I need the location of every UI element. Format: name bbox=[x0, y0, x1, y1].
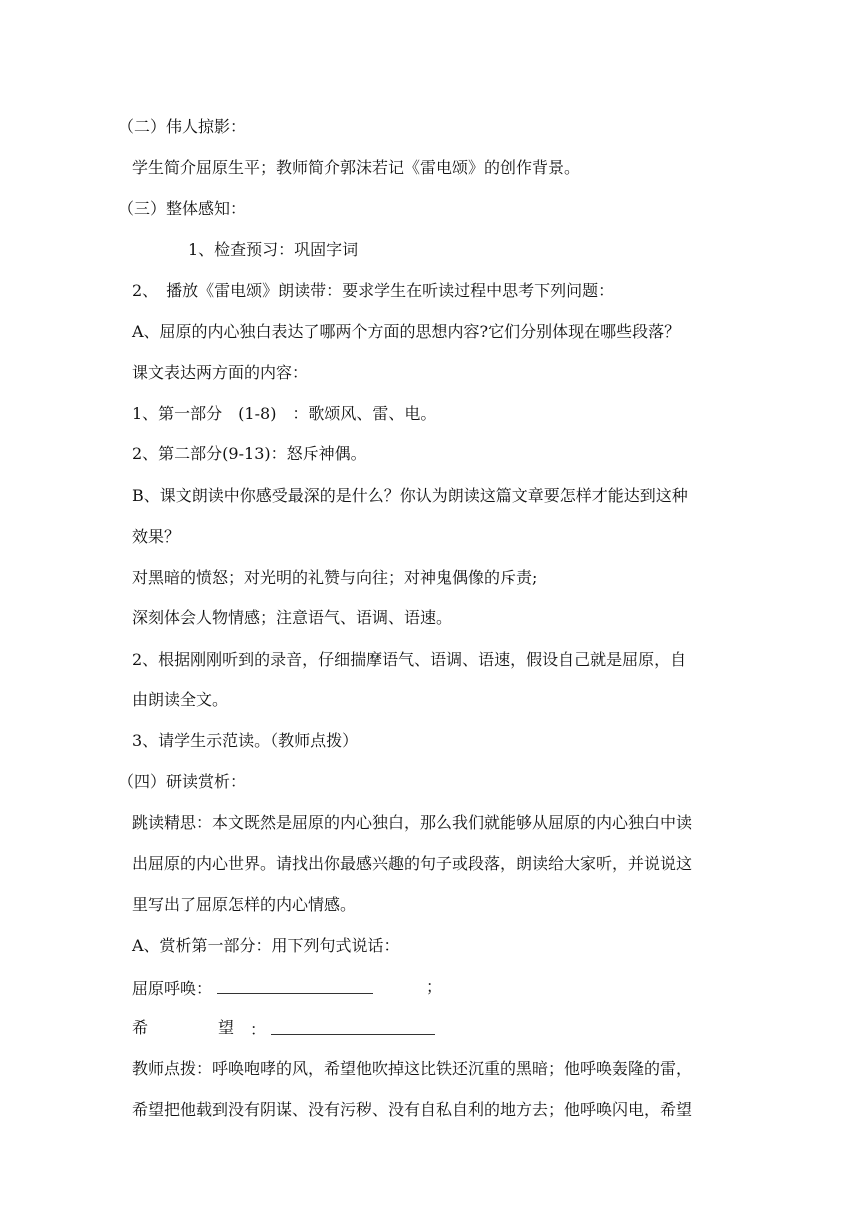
fill-in-end-mark: ； bbox=[426, 977, 443, 996]
paragraph-line: 深刻体会人物情感；注意语气、语调、语速。 bbox=[132, 608, 453, 627]
paragraph-line: A、屈原的内心独白表达了哪两个方面的思想内容?它们分别体现在哪些段落？ bbox=[132, 322, 681, 341]
section-heading-2: （二）伟人掠影： bbox=[118, 117, 247, 136]
section-heading-3: （三）整体感知： bbox=[118, 199, 247, 218]
fill-in-colon: ： bbox=[250, 1020, 267, 1039]
answer-blank bbox=[271, 1018, 435, 1035]
fill-in-label: 屈原呼唤： bbox=[132, 979, 213, 998]
section-heading-4: （四）研读赏析： bbox=[118, 772, 247, 791]
paragraph-line: 1、检查预习：巩固字词 bbox=[188, 240, 359, 259]
paragraph-line: 跳读精思：本文既然是屈原的内心独白，那么我们就能够从屈原的内心独白中读 bbox=[132, 813, 693, 832]
paragraph-line: 由朗读全文。 bbox=[132, 690, 229, 709]
paragraph-line: 教师点拨：呼唤咆哮的风，希望他吹掉这比铁还沉重的黑暗；他呼唤轰隆的雷， bbox=[132, 1059, 693, 1078]
paragraph-line: 对黑暗的愤怒；对光明的礼赞与向往；对神鬼偶像的斥责; bbox=[132, 568, 538, 587]
fill-in-label-a: 希 bbox=[132, 1018, 149, 1037]
paragraph-line: 效果？ bbox=[132, 527, 181, 546]
paragraph-line: 里写出了屈原怎样的内心情感。 bbox=[132, 895, 357, 914]
paragraph-line: 出屈原的内心世界。请找出你最感兴趣的句子或段落，朗读给大家听，并说说这 bbox=[132, 854, 693, 873]
paragraph-line: 课文表达两方面的内容： bbox=[132, 363, 309, 382]
fill-in-line-call bbox=[132, 977, 373, 999]
paragraph-line: 2、 播放《雷电颂》朗读带：要求学生在听读过程中思考下列问题： bbox=[132, 281, 615, 300]
paragraph-line: 2、根据刚刚听到的录音，仔细揣摩语气、语调、语速，假设自己就是屈原，自 bbox=[132, 650, 687, 669]
paragraph-line: 学生简介屈原生平；教师简介郭沫若记《雷电颂》的创作背景。 bbox=[132, 158, 581, 177]
paragraph-line: 3、请学生示范读。（教师点拨） bbox=[132, 731, 359, 750]
paragraph-line: A、赏析第一部分：用下列句式说话： bbox=[132, 936, 400, 955]
paragraph-line: B、课文朗读中你感受最深的是什么？你认为朗读这篇文章要怎样才能达到这种 bbox=[132, 486, 688, 505]
fill-in-label-b: 望 bbox=[218, 1018, 235, 1037]
paragraph-line: 2、第二部分(9-13)：怒斥神偶。 bbox=[132, 444, 367, 463]
fill-in-line-hope bbox=[250, 1018, 435, 1040]
paragraph-line: 1、第一部分 (1-8) ：歌颂风、雷、电。 bbox=[132, 404, 437, 423]
paragraph-line: 希望把他载到没有阴谋、没有污秽、没有自私自利的地方去；他呼唤闪电，希望 bbox=[132, 1100, 693, 1119]
answer-blank bbox=[217, 977, 373, 994]
